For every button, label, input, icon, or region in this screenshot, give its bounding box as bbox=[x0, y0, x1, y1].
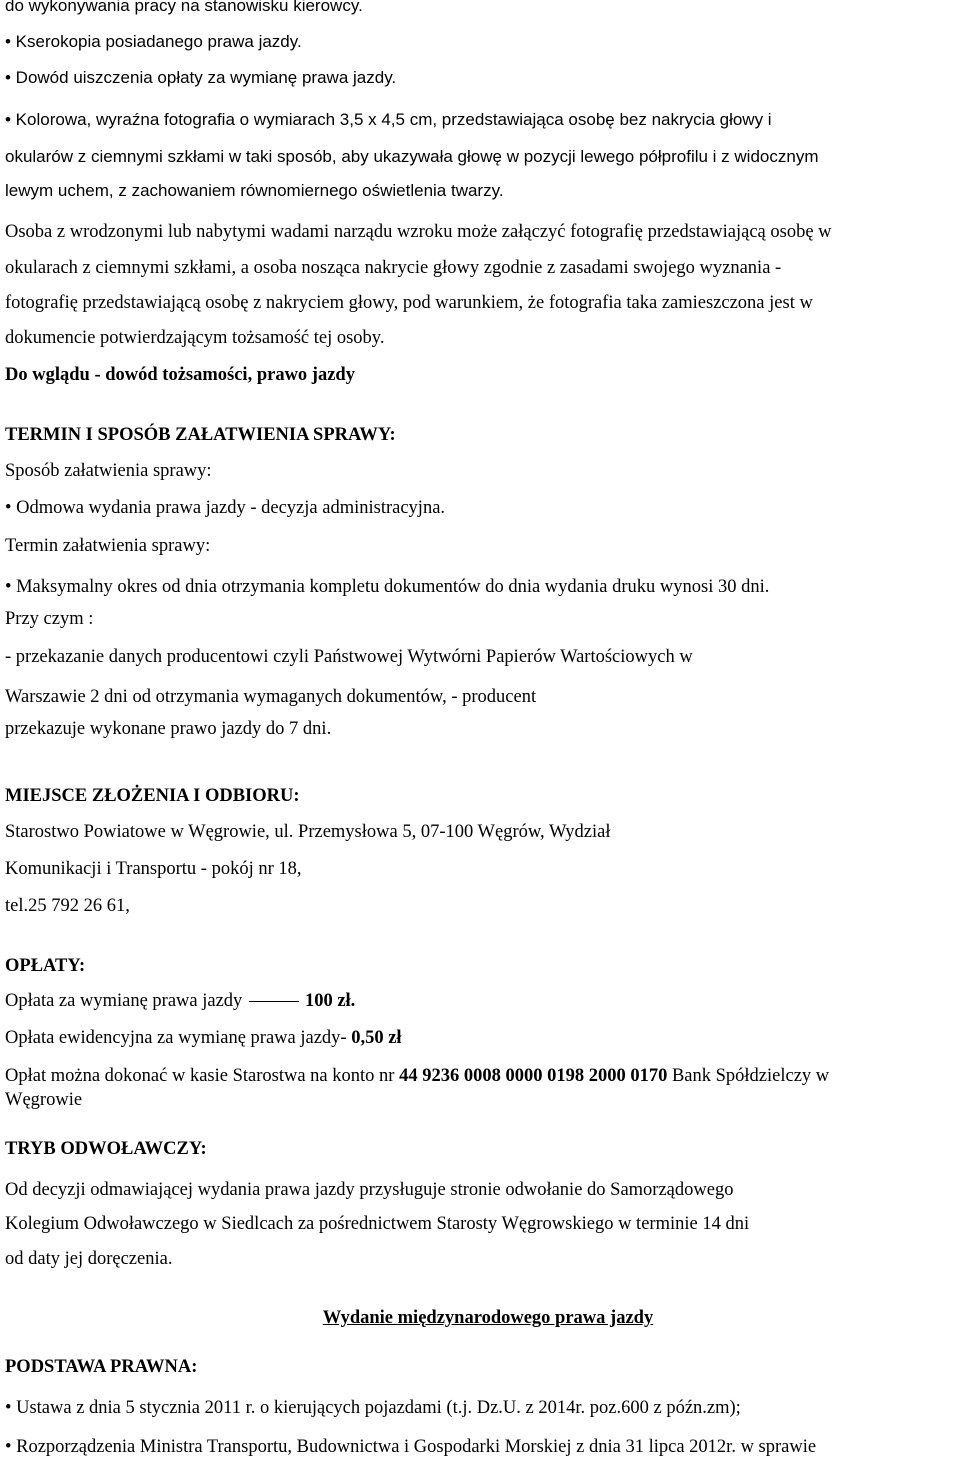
phone-line: tel.25 792 26 61, bbox=[5, 896, 130, 916]
address-line: Starostwo Powiatowe w Węgrowie, ul. Przemysłowa 5, 07-100 Węgrów, Wydział bbox=[5, 822, 611, 842]
note-label: Przy czym : bbox=[5, 609, 94, 629]
appeal-line: Kolegium Odwoławczego w Siedlcach za pośrednictwem Starosty Węgrowskiego w terminie 14 dni bbox=[5, 1214, 750, 1234]
fee-line-2 bbox=[5, 1028, 402, 1049]
legal-basis-item: • Rozporządzenia Ministra Transportu, Budownictwa i Gospodarki Morskiej z dnia 31 lipca 2012r. w sprawie bbox=[5, 1437, 817, 1457]
intro-line: do wykonywania pracy na stanowisku kierowcy. bbox=[5, 0, 363, 15]
address-line: Komunikacji i Transportu - pokój nr 18, bbox=[5, 859, 302, 879]
note-line: Warszawie 2 dni od otrzymania wymaganych dokumentów, - producent bbox=[5, 687, 537, 707]
bullet-photo: • Kolorowa, wyraźna fotografia o wymiarach 3,5 x 4,5 cm, przedstawiająca osobę bez nakrycia głowy i bbox=[5, 110, 772, 129]
fee-value: 0,50 zł bbox=[351, 1028, 402, 1048]
appeal-line: od daty jej doręczenia. bbox=[5, 1249, 173, 1269]
heading-miejsce: MIEJSCE ZŁOŻENIA I ODBIORU: bbox=[5, 786, 300, 806]
legal-basis-item: • Ustawa z dnia 5 stycznia 2011 r. o kierujących pojazdami (t.j. Dz.U. z 2014r. poz.600 z późn.zm); bbox=[5, 1398, 741, 1418]
payment-line bbox=[5, 1066, 829, 1087]
appeal-line: Od decyzji odmawiającej wydania prawa jazdy przysługuje stronie odwołanie do Samorządowego bbox=[5, 1180, 734, 1200]
fee-label: Opłata za wymianę prawa jazdy bbox=[5, 991, 247, 1011]
inspection-note: Do wglądu - dowód tożsamości, prawo jazdy bbox=[5, 365, 355, 385]
exception-line: fotografię przedstawiającą osobę z nakryciem głowy, pod warunkiem, że fotografia taka zamieszczona jest w bbox=[5, 293, 813, 313]
heading-oplaty: OPŁATY: bbox=[5, 956, 86, 976]
fee-label: Opłata ewidencyjna za wymianę prawa jazdy- bbox=[5, 1028, 352, 1048]
dash-separator bbox=[247, 991, 305, 1012]
section-title-international: Wydanie międzynarodowego prawa jazdy bbox=[322, 1308, 654, 1328]
method-label: Sposób załatwienia sprawy: bbox=[5, 461, 212, 481]
exception-line: okularach z ciemnymi szkłami, a osoba nosząca nakrycie głowy zgodnie z zasadami swojego wyznania - bbox=[5, 258, 782, 278]
heading-podstawa: PODSTAWA PRAWNA: bbox=[5, 1357, 198, 1377]
payment-suffix: Bank Spółdzielczy w bbox=[667, 1066, 830, 1086]
photo-text-line: okularów z ciemnymi szkłami w taki sposób, aby ukazywała głowę w pozycji lewego półprofilu i z widocznym bbox=[5, 147, 819, 166]
note-line: przekazuje wykonane prawo jazdy do 7 dni. bbox=[5, 719, 332, 739]
bank-account-number: 44 9236 0008 0000 0198 2000 0170 bbox=[399, 1066, 668, 1086]
heading-odwolanie: TRYB ODWOŁAWCZY: bbox=[5, 1139, 207, 1159]
note-line: - przekazanie danych producentowi czyli Państwowej Wytwórni Papierów Wartościowych w bbox=[5, 647, 693, 667]
fee-line-1 bbox=[5, 991, 355, 1012]
exception-line: dokumencie potwierdzającym tożsamość tej osoby. bbox=[5, 328, 385, 348]
bullet-license-copy: • Kserokopia posiadanego prawa jazdy. bbox=[5, 32, 302, 51]
fee-value: 100 zł. bbox=[304, 991, 356, 1011]
deadline-label: Termin załatwienia sprawy: bbox=[5, 536, 211, 556]
heading-termin: TERMIN I SPOSÓB ZAŁATWIENIA SPRAWY: bbox=[5, 425, 396, 445]
method-item: • Odmowa wydania prawa jazdy - decyzja administracyjna. bbox=[5, 498, 446, 518]
bullet-fee-proof: • Dowód uiszczenia opłaty za wymianę prawa jazdy. bbox=[5, 68, 397, 87]
deadline-item: • Maksymalny okres od dnia otrzymania kompletu dokumentów do dnia wydania druku wynosi 30 dni. bbox=[5, 577, 770, 597]
photo-text-line: lewym uchem, z zachowaniem równomiernego oświetlenia twarzy. bbox=[5, 181, 504, 200]
exception-line: Osoba z wrodzonymi lub nabytymi wadami narządu wzroku może załączyć fotografię przedstawiającą osobę w bbox=[5, 222, 832, 242]
payment-line-2: Węgrowie bbox=[5, 1090, 83, 1110]
payment-prefix: Opłat można dokonać w kasie Starostwa na konto nr bbox=[5, 1066, 400, 1086]
